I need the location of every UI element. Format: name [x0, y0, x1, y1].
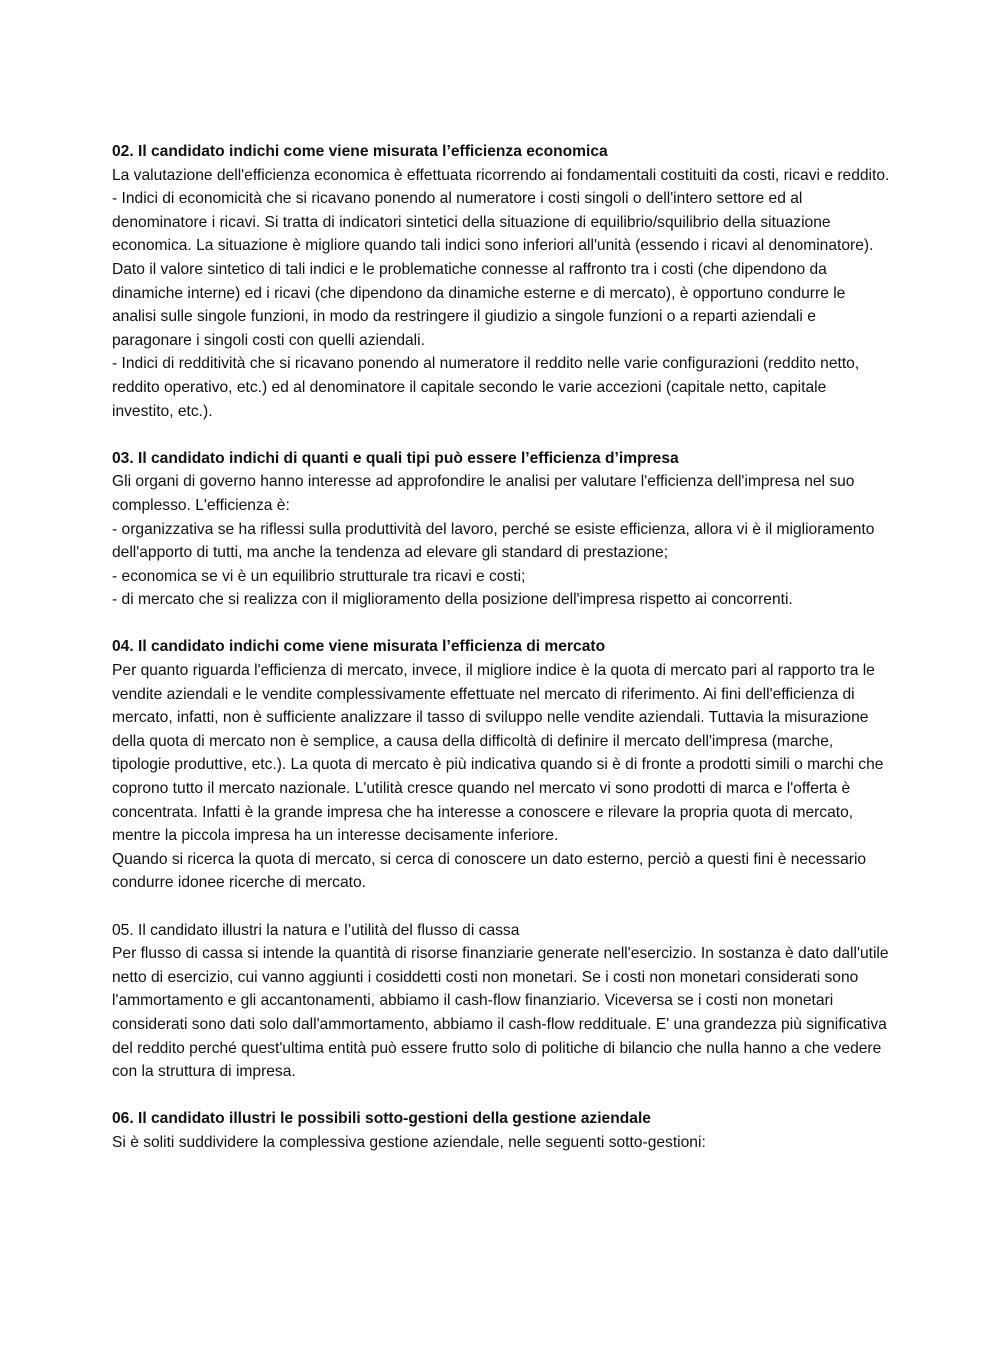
paragraph: - di mercato che si realizza con il miglioramento della posizione dell'impresa rispetto ai concorrenti.	[112, 591, 793, 609]
section-heading: 04. Il candidato indichi come viene misurata l’efficienza di mercato	[112, 638, 606, 656]
paragraph: Gli organi di governo hanno interesse ad approfondire le analisi per valutare l'efficienza dell'impresa nel suo complesso. L'efficienza è:	[112, 473, 855, 514]
section-04	[112, 635, 892, 895]
section-heading: 02. Il candidato indichi come viene misurata l’efficienza economica	[112, 143, 608, 160]
section-heading: 05. Il candidato illustri la natura e l’utilità del flusso di cassa	[112, 921, 520, 939]
section-02	[112, 140, 892, 423]
paragraph: - organizzativa se ha riflessi sulla produttività del lavoro, perché se esiste efficienza, allora vi è il miglioramento dell'apporto di tutti, ma anche la tendenza ad elevare gli standard di prestazione;	[112, 520, 875, 562]
paragraph: - Indici di redditività che si ricavano ponendo al numeratore il reddito nelle varie configurazioni (reddito netto, reddito operativo, etc.) ed al denominatore il capitale secondo le varie accezioni (capitale netto, capitale investito, etc.).	[112, 355, 860, 420]
section-heading: 03. Il candidato indichi di quanti e quali tipi può essere l’efficienza d’impresa	[112, 449, 679, 467]
paragraph: Si è soliti suddividere la complessiva gestione aziendale, nelle seguenti sotto-gestioni:	[112, 1133, 706, 1151]
section-06	[112, 1107, 892, 1154]
section-03	[112, 447, 892, 612]
paragraph: - Indici di economicità che si ricavano ponendo al numeratore i costi singoli o dell'intero settore ed al denominatore i ricavi. Si tratta di indicatori sintetici della situazione di equilibrio/squilibrio della situazione economica. La situazione è migliore quando tali indici sono inferiori all'unità (essendo i ricavi al denominatore). Dato il valore sintetico di tali indici e le problematiche connesse al raffronto tra i costi (che dipendono da dinamiche interne) ed i ricavi (che dipendono da dinamiche esterne e di mercato), è opportuno condurre le analisi sulle singole funzioni, in modo da restringere il giudizio a singole funzioni o a reparti aziendali e paragonare i singoli costi con quelli aziendali.	[112, 190, 874, 349]
paragraph: - economica se vi è un equilibrio strutturale tra ricavi e costi;	[112, 567, 526, 585]
section-heading: 06. Il candidato illustri le possibili sotto-gestioni della gestione aziendale	[112, 1110, 651, 1128]
paragraph: Per flusso di cassa si intende la quantità di risorse finanziarie generate nell'esercizio. In sostanza è dato dall'utile netto di esercizio, cui vanno aggiunti i cosiddetti costi non monetari. Se i costi non monetari considerati sono l'ammortamento e gli accantonamenti, abbiamo il cash-flow finanziario. Viceversa se i costi non monetari considerati sono dati solo dall'ammortamento, abbiamo il cash-flow reddituale. E' una grandezza più significativa del reddito perché quest'ultima entità può essere frutto solo di politiche di bilancio che nulla hanno a che vedere con la struttura di impresa.	[112, 945, 889, 1081]
document-page	[112, 140, 892, 1178]
paragraph: Quando si ricerca la quota di mercato, si cerca di conoscere un dato esterno, perciò a questi fini è necessario condurre idonee ricerche di mercato.	[112, 850, 867, 892]
section-05	[112, 919, 892, 1084]
paragraph: La valutazione dell'efficienza economica è effettuata ricorrendo ai fondamentali costituiti da costi, ricavi e reddito.	[112, 166, 890, 184]
paragraph: Per quanto riguarda l'efficienza di mercato, invece, il migliore indice è la quota di mercato pari al rapporto tra le vendite aziendali e le vendite complessivamente effettuate nel mercato di riferimento. Ai fini dell'efficienza di mercato, infatti, non è sufficiente analizzare il tasso di sviluppo nelle vendite aziendali. Tuttavia la misurazione della quota di mercato non è semplice, a causa della difficoltà di definire il mercato dell'impresa (marche, tipologie produttive, etc.). La quota di mercato è più indicativa quando si è di fronte a prodotti simili o marchi che coprono tutto il mercato nazionale. L'utilità cresce quando nel mercato vi sono prodotti di marca e l'offerta è concentrata. Infatti è la grande impresa che ha interesse a conoscere e rilevare la propria quota di mercato, mentre la piccola impresa ha un interesse decisamente inferiore.	[112, 662, 884, 845]
